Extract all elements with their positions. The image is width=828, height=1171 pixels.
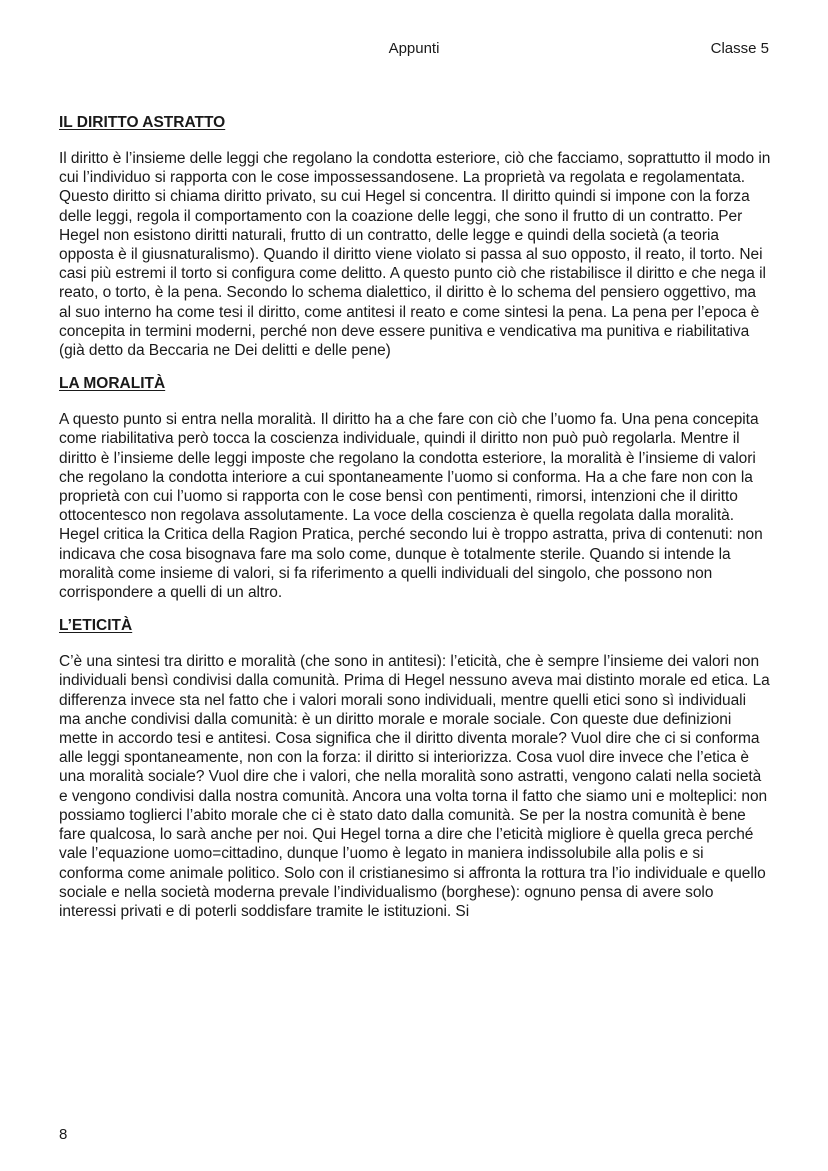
section-eticita [59,616,771,921]
section-moralita [59,374,771,602]
section-paragraph: C’è una sintesi tra diritto e moralità (che sono in antitesi): l’eticità, che è sempre l’insieme dei valori non individuali bensì condivisi dalla comunità. Prima di Hegel nessuno aveva mai distinto morale ed etica. La differenza invece sta nel fatto che i valori morali sono individuali, mentre quelli etici sono sì individuali ma anche condivisi dalla comunità: è un diritto morale e morale sociale. Con queste due definizioni mette in accordo tesi e antitesi. Cosa significa che il diritto diventa morale? Vuol dire che ci si conforma alle leggi spontaneamente, non con la forza: il diritto si interiorizza. Cosa vuol dire invece che l’etica è una moralità sociale? Vuol dire che i valori, che nella moralità sono astratti, vengono calati nella società e vengono condivisi dalla nostra comunità. Ancora una volta torna il fatto che siamo uni e molteplici: non possiamo toglierci l’abito morale che ci è stato dato dalla comunità. Se per la nostra comunità è bene fare qualcosa, lo sarà anche per noi. Qui Hegel torna a dire che l’eticità migliore è quella greca perché vale l’equazione uomo=cittadino, dunque l’uomo è legato in maniera indissolubile alla polis e si conforma come animale politico. Solo con il cristianesimo si affronta la rottura tra l’io individuale e quello sociale e nella società moderna prevale l’individualismo (borghese): ognuno pensa di avere solo interessi privati e di poterli soddisfare tramite le istituzioni. Si [59,653,770,920]
section-paragraph: A questo punto si entra nella moralità. Il diritto ha a che fare con ciò che l’uomo fa. Una pena concepita come riabilitativa però tocca la coscienza individuale, quindi il diritto non può può regolarla. Mentre il diritto è l’insieme delle leggi imposte che regolano la condotta esteriore, la moralità è l’insieme di valori che regolano la condotta interiore a cui spontaneamente l’uomo si conforma. Ha a che fare non con la proprietà con cui l’uomo si rapporta con le cose bensì con pentimenti, rimorsi, intenzioni che il diritto ottocentesco non regolava assolutamente. La voce della coscienza è quella regolata dalla moralità. Hegel critica la Critica della Ragion Pratica, perché secondo lui è troppo astratta, priva di contenuti: non indicava che cosa bisognava fare ma solo come, dunque è totalmente sterile. Quando si intende la moralità come insieme di valori, si fa riferimento a quelli individuali del singolo, che possono non corrispondere a quelli di un altro. [59,411,763,602]
section-paragraph: Il diritto è l’insieme delle leggi che regolano la condotta esteriore, ciò che facciamo, soprattutto il modo in cui l’individuo si rapporta con le cose impossessandosene. La proprietà va regolata e regolamentata. Questo diritto si chiama diritto privato, su cui Hegel si concentra. Il diritto quindi si impone con la forza delle leggi, regola il comportamento con la coazione delle leggi, che sono il frutto di un contratto. Per Hegel non esistono diritti naturali, frutto di un contratto, delle legge e quindi della società (a teoria opposta è il giusnaturalismo). Quando il diritto viene violato si passa al suo opposto, il reato, il torto. Nei casi più estremi il torto si configura come delitto. A questo punto ciò che ristabilisce il diritto e che nega il reato, o torto, è la pena. Secondo lo schema dialettico, il diritto è lo schema del pensiero oggettivo, ma al suo interno ha come tesi il diritto, come antitesi il reato e come sintesi la pena. La pena per l’epoca è concepita in termini moderni, perché non deve essere punitiva e vendicativa ma punitiva e riabilitativa (già detto da Beccaria ne Dei delitti e delle pene) [59,150,771,360]
page-number: 8 [59,1126,68,1143]
section-title: LA MORALITÀ [59,375,166,393]
section-title: IL DIRITTO ASTRATTO [59,114,226,131]
document-body [59,113,771,935]
class-label: Classe 5 [710,40,769,57]
section-diritto-astratto [59,113,771,360]
section-title: L’ETICITÀ [59,617,133,635]
document-header-title: Appunti [388,40,440,57]
